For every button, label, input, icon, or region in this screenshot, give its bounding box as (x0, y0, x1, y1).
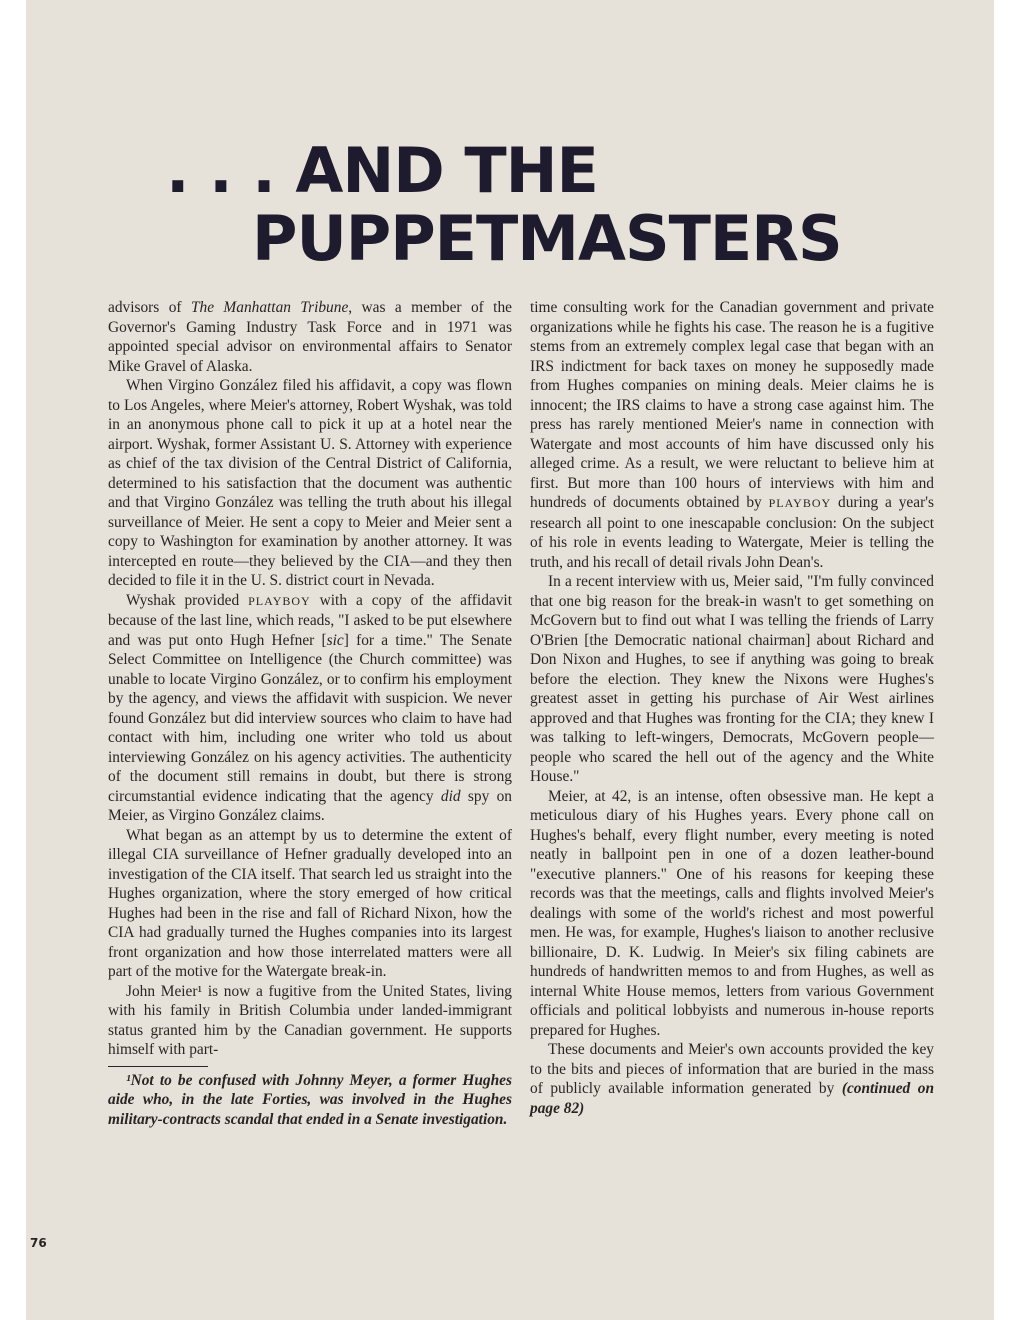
page-number: 76 (30, 1236, 47, 1250)
left-column (108, 298, 512, 1129)
headline (166, 134, 886, 275)
headline-line-1: . . . AND THE (166, 134, 598, 207)
footnote: ¹Not to be confused with Johnny Meyer, a former Hughes aide who, in the late Forties, was involved in the Hughes military-contracts scandal that ended in a Senate investigation. (108, 1071, 512, 1128)
paragraph: When Virgino González filed his affidavit, a copy was flown to Los Angeles, where Meier's attorney, Robert Wyshak, was told in an anonymous phone call to pick it up at a hotel near the airport. Wyshak, former Assistant U. S. Attorney with experience as chief of the tax division of the Central District of California, determined to his satisfaction that the document was authentic and that Virgino González was telling the truth about his illegal surveillance of Meier. He sent a copy to Meier and Meier sent a copy to Washington for examination by another attorney. It was intercepted en route—they believed by the CIA—and they then decided to file it in the U. S. district court in Nevada. (108, 377, 512, 589)
continued-notice: (continued on page 82) (530, 1080, 934, 1117)
footnote-rule (108, 1066, 208, 1067)
paragraph: Wyshak provided PLAYBOY with a copy of the affidavit because of the last line, which reads, "I asked to be put elsewhere and was put onto Hugh Hefner [sic] for a time." The Senate Select Committee on Intelligence (the Church committee) was unable to locate Virgino González, or to confirm his employment by the agency, and views the affidavit with suspicion. We never found González but did interview sources who claim to have had contact with him, including one writer who told us about interviewing González on his agency activities. The authenticity of the document still remains in doubt, but there is strong circumstantial evidence indicating that the agency did spy on Meier, as Virgino González claims. (108, 591, 513, 824)
magazine-page (26, 0, 994, 1320)
paragraph: John Meier¹ is now a fugitive from the United States, living with his family in British Columbia under landed-immigrant status granted him by the Canadian government. He supports himself with part- (108, 982, 512, 1058)
headline-line-2: PUPPETMASTERS (252, 202, 842, 275)
paragraph: time consulting work for the Canadian government and private organizations while he fights his case. The reason he is a fugitive stems from an extremely complex legal case that began with an IRS indictment for back taxes on money he supposedly made from Hughes companies on mining deals. Meier claims he is innocent; the IRS claims to have a strong case against him. The press has rarely mentioned Meier's name in connection with Watergate and most accounts of him have discussed only his alleged crime. As a result, we were reluctant to believe him at first. But more than 100 hours of interviews with him and hundreds of documents obtained by PLAYBOY during a year's research all point to one inescapable conclusion: On the subject of his role in events leading to Watergate, Meier is telling the truth, and his recall of detail rivals John Dean's. (530, 299, 934, 571)
paragraph: Meier, at 42, is an intense, often obsessive man. He kept a meticulous diary of his Hughes years. Every phone call on Hughes's behalf, every flight number, every meeting is noted neatly in ballpoint pen in one of a dozen leather-bound "executive planners." One of his reasons for keeping these records was that the meetings, calls and flights involved Meier's dealings with some of the world's richest and most powerful men. He was, for example, Hughes's liaison to another reclusive billionaire, D. K. Ludwig. In Meier's six filing cabinets are hundreds of handwritten memos to and from Hughes, as well as internal White House memos, letters from various Government officials and political lobbyists and numerous in-house reports prepared for Hughes. (530, 787, 934, 1039)
paragraph: In a recent interview with us, Meier said, "I'm fully convinced that one big reason for the break-in wasn't to get something on McGovern but to find out what I was telling the friends of Larry O'Brien [the Democratic national chairman] about Richard and Don Nixon and Hughes, to see if anything was going to break before the election. They knew the Nixons were Hughes's greatest asset in getting his purchase of Air West airlines approved and that Hughes was fronting for the CIA; they knew I was talking to left-wingers, Democrats, McGovern people—people who scared the hell out of the agency and the White House." (530, 573, 934, 785)
right-column (530, 298, 934, 1118)
paragraph: What began as an attempt by us to determine the extent of illegal CIA surveillance of Hefner gradually developed into an investigation of the CIA itself. That search led us straight into the Hughes organization, where the story emerged of how critical Hughes had been in the rise and fall of Richard Nixon, how the CIA had gradually turned the Hughes companies into its largest front organization and how those interrelated matters were all part of the motive for the Watergate break-in. (108, 826, 512, 980)
paragraph: These documents and Meier's own accounts provided the key to the bits and pieces of information that are buried in the mass of publicly available information generated by (continued on page 82) (530, 1041, 934, 1117)
paragraph: advisors of The Manhattan Tribune, was a member of the Governor's Gaming Industry Task Force and in 1971 was appointed special advisor on environmental affairs to Senator Mike Gravel of Alaska. (108, 299, 512, 375)
